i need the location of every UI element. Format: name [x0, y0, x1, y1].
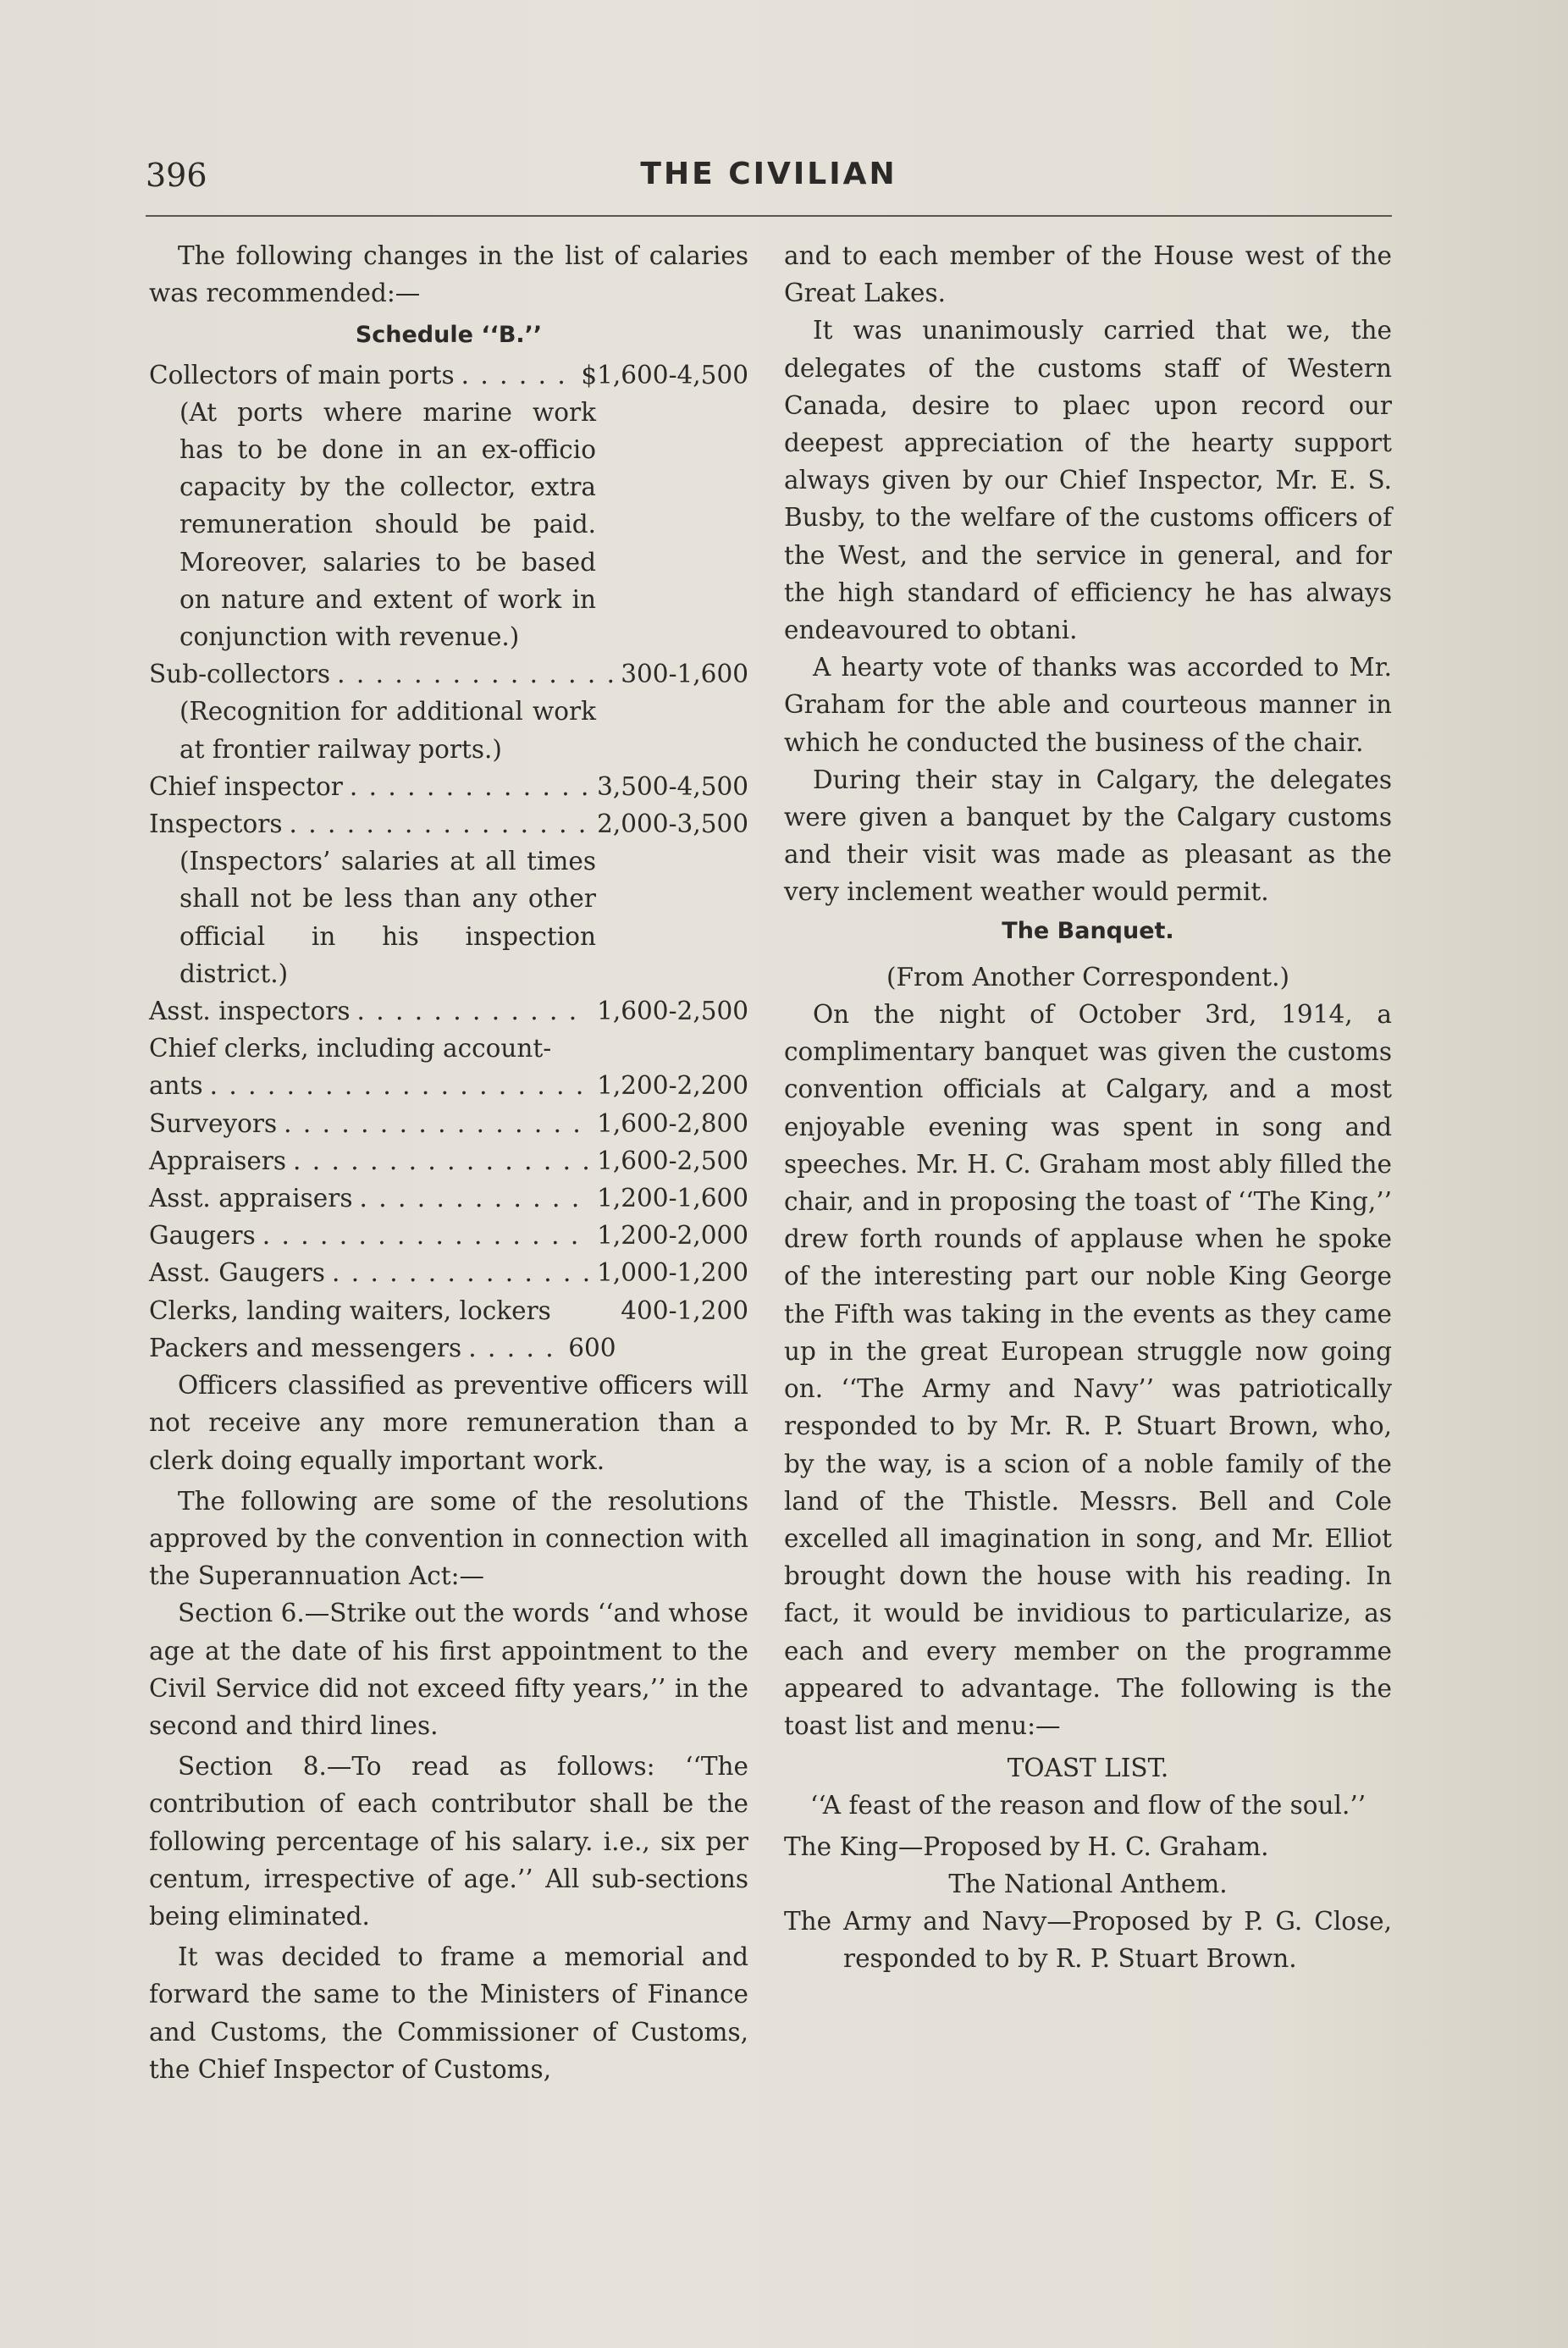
salary-row: Inspectors . . . 2,000-3,500	[149, 805, 748, 843]
paragraph: A hearty vote of thanks was accorded to Mr. Graham for the able and courteous manner in which he conducted the business of the chair.	[784, 653, 1392, 757]
from-line: (From Another Correspondent.)	[886, 962, 1289, 992]
salary-row: Asst. inspectors . . . 1,600-2,500	[149, 992, 748, 1030]
salary-row: Asst. Gaugers . . . 1,000-1,200	[149, 1254, 748, 1291]
paragraph: and to each member of the House west of the Great Lakes.	[784, 241, 1392, 308]
page-number: 396	[146, 157, 207, 194]
salary-note: (Inspectors’ salaries at all times shall not be less than any other official in his inspection district.)	[179, 847, 596, 988]
paragraph: Officers classified as preventive officers will not receive any more remuneration than a clerk doing equally important work.	[149, 1371, 748, 1475]
salary-row: Chief inspector . . . 3,500-4,500	[149, 768, 748, 805]
salary-row: Appraisers . . . 1,600-2,500	[149, 1142, 748, 1180]
salary-note: (At ports where marine work has to be done in an ex-officio capacity by the collector, extra remuneration should be paid. Moreover, salaries to be based on nature and extent of work in conjunction with revenue.)	[179, 397, 596, 652]
salary-row: Collectors of main ports . . . $1,600-4,500	[149, 356, 748, 394]
toast-item: The Army and Navy—Proposed by P. G. Close, responded to by R. P. Stuart Brown.	[784, 1906, 1392, 1974]
salary-row-label: Chief clerks, including account-	[149, 1034, 552, 1064]
banquet-heading: The Banquet.	[1002, 917, 1174, 944]
schedule-heading: Schedule ‘‘B.’’	[355, 322, 543, 349]
salary-row: Asst. appraisers . . . 1,200-1,600	[149, 1180, 748, 1217]
running-header	[146, 157, 1392, 207]
toast-item: The King—Proposed by H. C. Graham.	[784, 1831, 1269, 1861]
running-title: THE CIVILIAN	[640, 157, 897, 191]
salary-row: Clerks, landing waiters, lockers 400-1,200	[149, 1296, 748, 1325]
salary-row: Gaugers . . . 1,200-2,000	[149, 1217, 748, 1254]
paragraph: Section 8.—To read as follows: ‘‘The contribution of each contributor shall be the following percentage of his salary. i.e., six per centum, irrespective of age.’’ All sub-sections being eliminated.	[149, 1752, 748, 1931]
salary-note: (Recognition for additional work at frontier railway ports.)	[179, 697, 596, 764]
salary-row: Surveyors . . . 1,600-2,800	[149, 1105, 748, 1142]
toast-list-heading: TOAST LIST.	[1007, 1754, 1169, 1783]
salary-row: ants . . . 1,200-2,200	[149, 1067, 748, 1104]
header-rule	[146, 215, 1392, 217]
paragraph: Section 6.—Strike out the words ‘‘and whose age at the date of his first appointment to the Civil Service did not exceed fifty years,’’ in the second and third lines.	[149, 1599, 748, 1740]
paragraph: The following are some of the resolutions approved by the convention in connection with the Superannuation Act:—	[149, 1486, 748, 1591]
paragraph: It was decided to frame a memorial and forward the same to the Ministers of Finance and Customs, the Commissioner of Customs, the Chief Inspector of Customs,	[149, 1942, 748, 2084]
left-column	[149, 237, 748, 2088]
right-column	[784, 237, 1392, 1977]
paragraph: On the night of October 3rd, 1914, a complimentary banquet was given the customs convention officials at Calgary, and a most enjoyable evening was spent in song and speeches. Mr. H. C. Graham most ably filled the chair, and in proposing the toast of ‘‘The King,’’ drew forth rounds of applause when he spoke of the interesting part our noble King George the Fifth was taking in the events as they came up in the great European struggle now going on. ‘‘The Army and Navy’’ was patriotically responded to by Mr. R. P. Stuart Brown, who, by the way, is a scion of a noble family of the land of the Thistle. Messrs. Bell and Cole excelled all imagination in song, and Mr. Elliot brought down the house with his reading. In fact, it would be invidious to particularize, as each and every member on the programme appeared to advantage. The following is the toast list and menu:—	[784, 1000, 1392, 1740]
paragraph: It was unanimously carried that we, the delegates of the customs staff of Western Canada, desire to plaec upon record our deepest appreciation of the hearty support always given by our Chief Inspector, Mr. E. S. Busby, to the welfare of the customs officers of the West, and the service in general, and for the high standard of efficiency he has always endeavoured to obtani.	[784, 316, 1392, 645]
paragraph: During their stay in Calgary, the delegates were given a banquet by the Calgary customs and their visit was made as pleasant as the very inclement weather would permit.	[784, 765, 1392, 907]
intro-paragraph: The following changes in the list of calaries was recommended:—	[149, 241, 748, 308]
salary-schedule	[149, 356, 748, 1367]
anthem-line: The National Anthem.	[948, 1869, 1228, 1898]
salary-row: Packers and messengers . . . 600	[149, 1329, 748, 1367]
salary-row: Sub-collectors . . . 300-1,600	[149, 655, 748, 693]
toast-quote: ‘‘A feast of the reason and flow of the soul.’’	[809, 1791, 1366, 1820]
